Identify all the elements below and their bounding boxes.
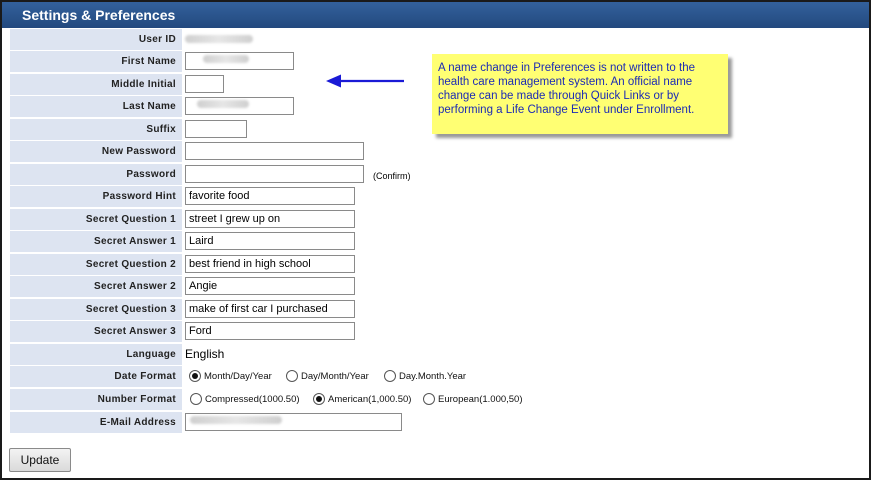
- number-format-radio-european[interactable]: [423, 393, 435, 405]
- secret-question-3-input[interactable]: [185, 300, 355, 318]
- secret-answer-3-label: Secret Answer 3: [10, 321, 182, 342]
- first-name-input[interactable]: [185, 52, 294, 70]
- middle-initial-input[interactable]: [185, 75, 224, 93]
- row-secret-answer-2: [10, 276, 866, 297]
- new-password-label: New Password: [10, 141, 182, 162]
- email-label: E-Mail Address: [10, 412, 182, 433]
- date-format-option-dmy: Day/Month/Year: [301, 371, 369, 382]
- update-button[interactable]: Update: [9, 448, 71, 472]
- first-name-label: First Name: [10, 51, 182, 72]
- confirm-password-input[interactable]: [185, 165, 364, 183]
- redacted-email: [190, 416, 282, 424]
- row-secret-question-2: [10, 254, 866, 275]
- number-format-radio-compressed[interactable]: [190, 393, 202, 405]
- number-format-option-american: American(1,000.50): [328, 394, 412, 405]
- number-format-option-european: European(1.000,50): [438, 394, 523, 405]
- secret-question-1-label: Secret Question 1: [10, 209, 182, 230]
- password-hint-label: Password Hint: [10, 186, 182, 207]
- last-name-label: Last Name: [10, 96, 182, 117]
- row-date-format: [10, 366, 866, 387]
- secret-answer-1-label: Secret Answer 1: [10, 231, 182, 252]
- language-value: English: [185, 347, 225, 361]
- secret-answer-3-input[interactable]: [185, 322, 355, 340]
- middle-initial-label: Middle Initial: [10, 74, 182, 95]
- confirm-label: (Confirm): [373, 171, 411, 181]
- user-id-value: [185, 29, 253, 50]
- secret-answer-2-label: Secret Answer 2: [10, 276, 182, 297]
- row-password: [10, 164, 866, 185]
- date-format-radio-dmy-dot[interactable]: [384, 370, 396, 382]
- row-secret-question-3: [10, 299, 866, 320]
- row-language: [10, 344, 866, 365]
- email-input[interactable]: [185, 413, 402, 431]
- secret-answer-2-input[interactable]: [185, 277, 355, 295]
- secret-question-2-label: Secret Question 2: [10, 254, 182, 275]
- user-id-label: User ID: [10, 29, 182, 50]
- number-format-label: Number Format: [10, 389, 182, 410]
- row-number-format: [10, 389, 866, 410]
- date-format-option-dmy-dot: Day.Month.Year: [399, 371, 467, 382]
- secret-question-2-input[interactable]: [185, 255, 355, 273]
- password-label: Password: [10, 164, 182, 185]
- language-label: Language: [10, 344, 182, 365]
- row-secret-answer-3: [10, 321, 866, 342]
- secret-question-3-label: Secret Question 3: [10, 299, 182, 320]
- date-format-radio-dmy[interactable]: [286, 370, 298, 382]
- secret-question-1-input[interactable]: [185, 210, 355, 228]
- number-format-radio-american[interactable]: [313, 393, 325, 405]
- suffix-input[interactable]: [185, 120, 247, 138]
- redacted-first-name: [203, 55, 249, 63]
- suffix-label: Suffix: [10, 119, 182, 140]
- date-format-radio-mdy[interactable]: [189, 370, 201, 382]
- page-title: Settings & Preferences: [2, 2, 869, 28]
- redacted-last-name: [197, 100, 249, 108]
- password-hint-input[interactable]: [185, 187, 355, 205]
- row-secret-answer-1: [10, 231, 866, 252]
- row-email: [10, 412, 866, 433]
- arrow-left-icon: [326, 74, 406, 88]
- name-change-callout: A name change in Preferences is not written to the health care management system. An official name change can be made through Quick Links or by performing a Life Change Event under Enrollment.: [432, 54, 728, 134]
- date-format-label: Date Format: [10, 366, 182, 387]
- row-password-hint: [10, 186, 866, 207]
- last-name-input[interactable]: [185, 97, 294, 115]
- row-secret-question-1: [10, 209, 866, 230]
- secret-answer-1-input[interactable]: [185, 232, 355, 250]
- row-user-id: [10, 29, 866, 50]
- row-new-password: [10, 141, 866, 162]
- redacted-user-id: [185, 35, 253, 43]
- date-format-option-mdy: Month/Day/Year: [204, 371, 272, 382]
- number-format-option-compressed: Compressed(1000.50): [205, 394, 300, 405]
- new-password-input[interactable]: [185, 142, 364, 160]
